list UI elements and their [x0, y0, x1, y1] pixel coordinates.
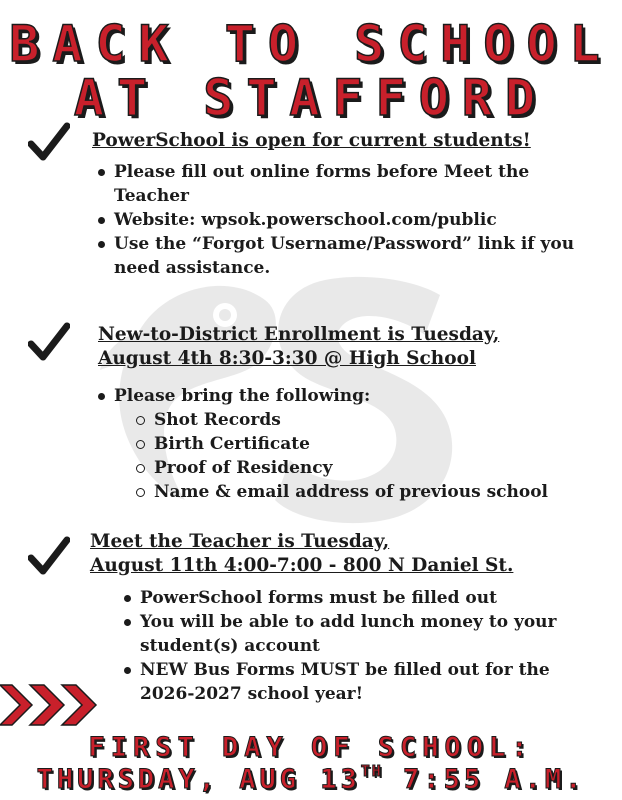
list-item: Use the “Forgot Username/Password” link if you need assistance. [96, 232, 576, 280]
list-item: Please bring the following: [96, 384, 596, 408]
list-item: Name & email address of previous school [132, 480, 602, 504]
section1-list [96, 160, 576, 280]
list-item: Website: wpsok.powerschool.com/public [96, 208, 576, 232]
chevron-arrows-icon [0, 680, 110, 730]
list-item: Shot Records [132, 408, 602, 432]
footer-date-suffix: TH [360, 762, 383, 780]
section3-heading-line-2: August 11th 4:00-7:00 - 800 N Daniel St. [90, 555, 514, 576]
section2-list [96, 384, 596, 408]
footer-time: 7:55 A.M. [382, 764, 586, 795]
section2-heading-line-2: August 4th 8:30-3:30 @ High School [98, 348, 476, 369]
footer-line-1: FIRST DAY OF SCHOOL: [88, 732, 534, 763]
section2-heading-line-1: New-to-District Enrollment is Tuesday, [98, 324, 500, 345]
list-item: Proof of Residency [132, 456, 602, 480]
footer-date: THURSDAY, AUG 13 [36, 764, 361, 795]
list-item: Please fill out online forms before Meet the Teacher [96, 160, 576, 208]
check-icon [28, 322, 70, 362]
check-icon [28, 536, 70, 576]
list-item: PowerSchool forms must be filled out [122, 586, 562, 610]
footer-line-2 [0, 762, 622, 795]
title-line-1: BACK TO SCHOOL [9, 15, 613, 73]
list-item: Birth Certificate [132, 432, 602, 456]
section3-heading-line-1: Meet the Teacher is Tuesday, [90, 531, 390, 552]
list-item: You will be able to add lunch money to your student(s) account [122, 610, 562, 658]
list-item: NEW Bus Forms MUST be filled out for the 2026-2027 school year! [122, 658, 562, 706]
section2-sublist [132, 408, 602, 504]
section1-heading: PowerSchool is open for current students! [92, 130, 531, 151]
title-line-2: AT STAFFORD [73, 69, 549, 127]
check-icon [28, 122, 70, 162]
section3-list [122, 586, 562, 706]
